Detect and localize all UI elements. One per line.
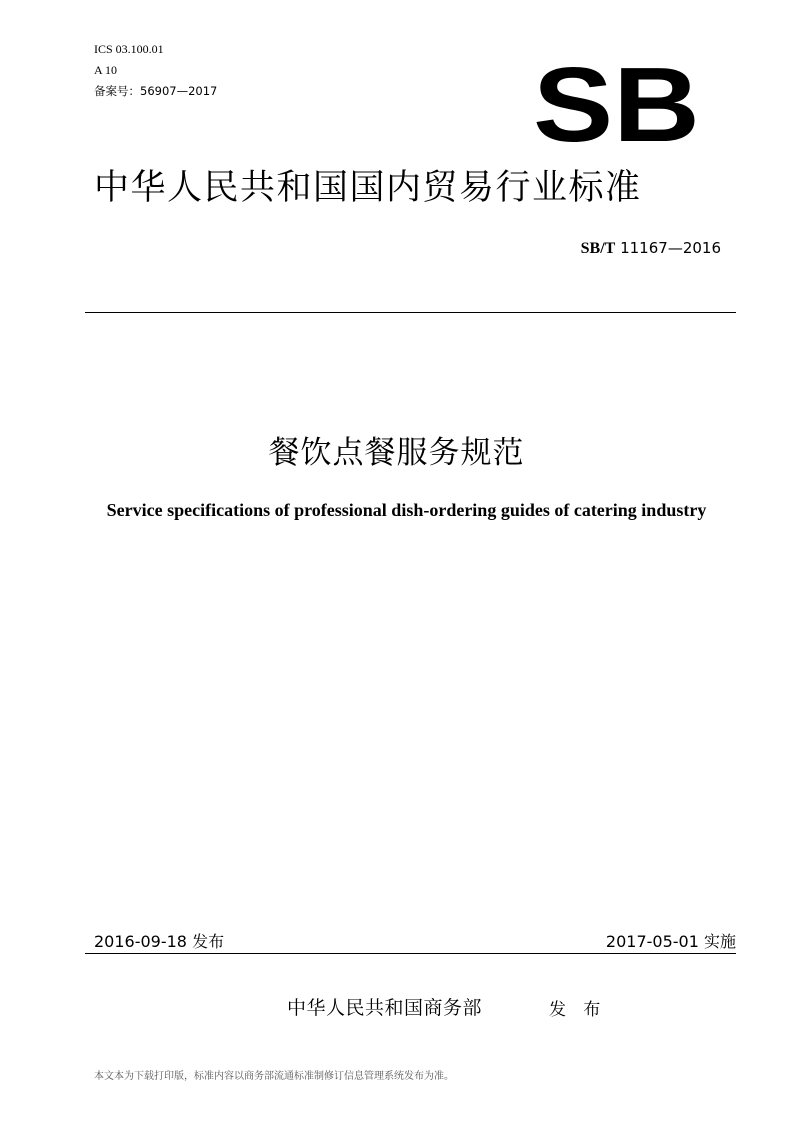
publisher-name: 中华人民共和国商务部 xyxy=(287,997,483,1019)
top-divider xyxy=(85,312,736,313)
standard-number-prefix: SB/T xyxy=(580,240,616,257)
record-number: 备案号：56907—2017 xyxy=(94,84,218,98)
issue-date: 2016-09-18 发布 xyxy=(94,932,225,951)
footer-note: 本文本为下载打印版，标准内容以商务部流通标准制修订信息管理系统发布为准。 xyxy=(94,1071,454,1082)
ccs-code: A 10 xyxy=(94,63,118,77)
bottom-divider xyxy=(85,953,736,954)
ics-code: ICS 03.100.01 xyxy=(94,42,164,56)
implementation-date: 2017-05-01 实施 xyxy=(605,932,736,951)
logo-text: SB xyxy=(533,59,700,143)
document-title-cn: 餐饮点餐服务规范 xyxy=(268,435,525,471)
standard-number xyxy=(581,239,721,258)
document-title-en: Service specifications of professional dish-ordering guides of catering industry xyxy=(106,500,707,520)
publish-label: 发 布 xyxy=(549,1000,607,1020)
sb-logo xyxy=(533,59,700,143)
standard-number-value: 11167—2016 xyxy=(615,239,721,257)
standard-title: 中华人民共和国国内贸易行业标准 xyxy=(94,168,642,208)
